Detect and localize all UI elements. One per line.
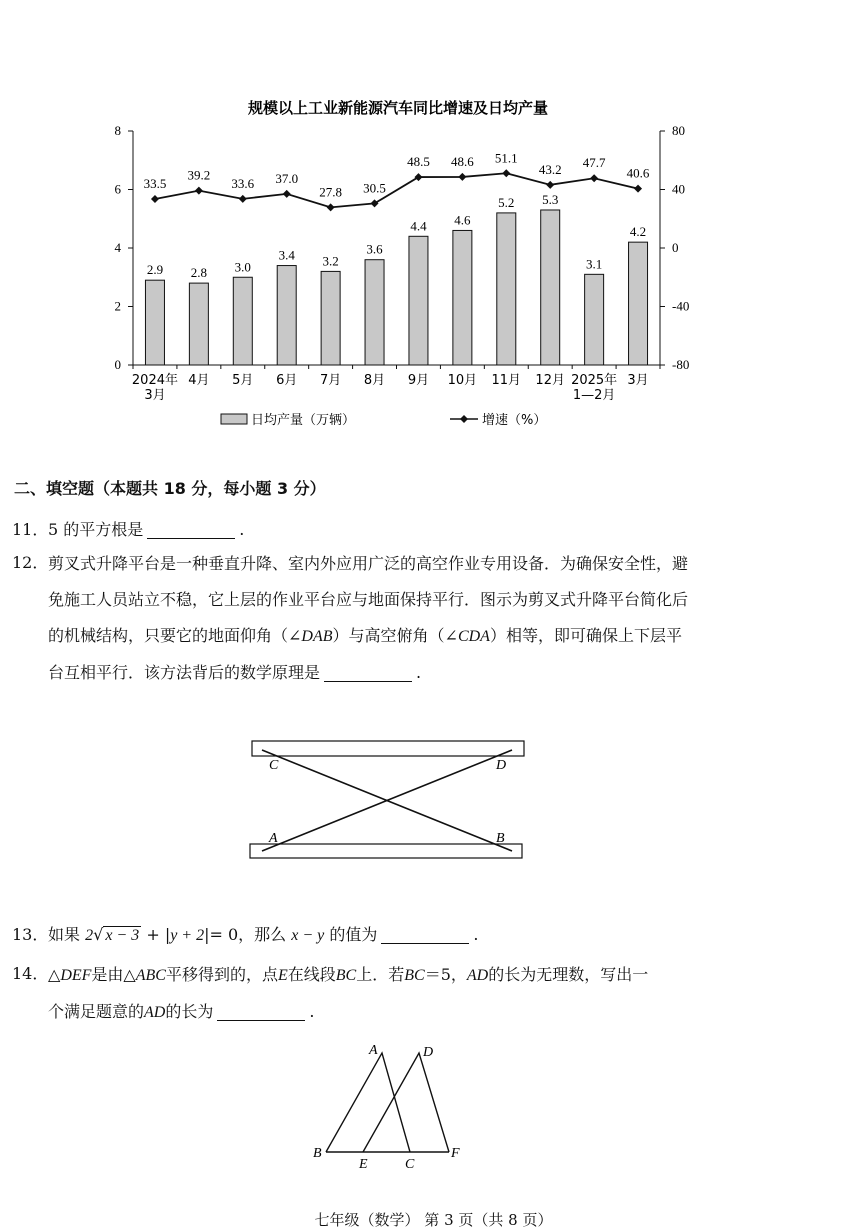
- left-tick-label: 8: [114, 123, 121, 138]
- q11-text: 5 的平方根是: [48, 520, 144, 539]
- bar-value-label: 3.0: [234, 259, 251, 275]
- q13-period: .: [473, 925, 479, 944]
- bar-value-label: 4.4: [410, 218, 427, 234]
- label-b: B: [496, 831, 505, 846]
- chart-bars: [145, 192, 647, 365]
- q13-plus: +: [146, 925, 160, 944]
- x-tick-label: 12月: [535, 373, 565, 388]
- line-value-label: 48.6: [451, 153, 474, 169]
- line-point: [546, 181, 554, 189]
- bar: [321, 271, 340, 365]
- x-tick-label: 2024年: [131, 373, 179, 388]
- x-tick-label: 2025年: [571, 373, 618, 388]
- line-point: [151, 195, 159, 203]
- bar-value-label: 3.2: [322, 253, 339, 269]
- bar: [365, 260, 384, 365]
- bar-value-label: 4.2: [629, 224, 647, 240]
- bar-value-label: 4.6: [454, 212, 471, 228]
- line-value-label: 30.5: [363, 180, 386, 196]
- x-tick-label: 3月: [144, 388, 166, 403]
- line-point: [590, 174, 598, 182]
- chart-legend: [221, 412, 546, 428]
- line-point: [195, 187, 203, 195]
- line-point: [371, 199, 379, 207]
- bar: [629, 242, 648, 365]
- abs-bar-right: |: [204, 925, 210, 944]
- bar: [541, 210, 560, 365]
- right-tick-label: -40: [672, 298, 690, 314]
- bar-value-label: 5.3: [542, 191, 559, 207]
- scissor-lift-figure: [240, 735, 540, 865]
- left-tick-label: 4: [114, 240, 121, 255]
- q13-expr: x − y: [291, 927, 325, 944]
- question-11: [0, 513, 867, 547]
- chart-title: 规模以上工业新能源汽车同比增速及日均产量: [247, 99, 549, 117]
- line-point: [414, 173, 422, 181]
- bar: [277, 266, 296, 365]
- q12-period: .: [416, 663, 422, 682]
- bar-value-label: 3.6: [366, 241, 383, 257]
- triangle-abc-shape: [326, 1053, 410, 1152]
- question-14: [0, 957, 867, 1029]
- label-a: A: [269, 831, 278, 846]
- line-value-label: 39.2: [187, 167, 211, 183]
- q12-number: 12．: [12, 553, 49, 572]
- label-e: E: [359, 1157, 368, 1170]
- bar: [189, 283, 208, 365]
- q11-answer-blank[interactable]: [147, 520, 235, 539]
- section-title: 二、填空题（本题共 18 分，每小题 3 分）: [14, 479, 326, 498]
- x-tick-label: 4月: [188, 373, 210, 388]
- segment-bc-2: BC: [404, 967, 425, 984]
- abs-bar-left: |: [164, 925, 171, 944]
- line-point: [239, 195, 247, 203]
- page-footer: 七年级（数学） 第 3 页（共 8 页）: [314, 1211, 553, 1229]
- chart-line: [144, 150, 650, 211]
- legend-bar-swatch: [221, 414, 247, 424]
- q12-answer-blank[interactable]: [324, 663, 412, 682]
- x-tick-label: 9月: [407, 373, 430, 388]
- line-value-label: 43.2: [538, 161, 562, 177]
- bar-value-label: 2.8: [190, 265, 207, 281]
- label-d: D: [496, 758, 507, 773]
- bar: [233, 277, 252, 365]
- right-tick-label: 40: [672, 181, 685, 197]
- triangles-figure: [305, 1040, 475, 1170]
- question-13: [0, 918, 867, 952]
- point-e: E: [277, 967, 288, 984]
- q13-radicand: x − 3: [105, 927, 140, 944]
- q14-t6: ＝5，: [424, 965, 467, 984]
- right-tick-label: 80: [672, 123, 685, 138]
- bar: [585, 274, 604, 365]
- line-value-label: 47.7: [582, 155, 606, 171]
- line-point: [502, 169, 510, 177]
- sqrt-sign: √: [93, 925, 104, 944]
- line-value-label: 27.8: [319, 184, 342, 200]
- q13-coefficient: 2: [85, 927, 94, 944]
- x-tick-label: 1—2月: [572, 388, 616, 403]
- upper-platform: [252, 741, 524, 756]
- line-value-label: 37.0: [275, 170, 299, 186]
- bar: [409, 236, 428, 365]
- q14-t8: 个满足题意的: [48, 1002, 145, 1021]
- label-c: C: [269, 758, 279, 773]
- q12-line-2: 免施工人员站立不稳，它上层的作业平台应与地面保持平行．图示为剪叉式升降平台简化后: [48, 590, 689, 609]
- q13-number: 13．: [12, 925, 49, 944]
- bar-value-label: 3.4: [278, 247, 295, 263]
- q11-number: 11．: [12, 520, 49, 539]
- q14-t2: 是由△: [91, 965, 136, 984]
- line-value-label: 33.6: [231, 175, 255, 191]
- q14-t3: 平移得到的，点: [165, 965, 278, 984]
- triangle-def: DEF: [60, 967, 92, 984]
- line-value-label: 33.5: [143, 176, 167, 192]
- bar-value-label: 2.9: [146, 262, 164, 278]
- q12-line-3c: ）相等，即可确保上下层平: [489, 626, 682, 645]
- lower-platform: [250, 844, 522, 858]
- q14-t5: 上．若: [356, 965, 405, 984]
- label-b-2: B: [313, 1146, 322, 1161]
- q12-line-1: 剪叉式升降平台是一种垂直升降、室内外应用广泛的高空作业专用设备．为确保安全性，避: [48, 554, 689, 573]
- line-value-label: 51.1: [494, 150, 518, 166]
- x-tick-label: 6月: [276, 373, 298, 388]
- q14-t1: △: [48, 965, 61, 984]
- segment-ad: AD: [466, 967, 489, 984]
- label-f: F: [451, 1146, 460, 1161]
- label-a-2: A: [369, 1043, 378, 1058]
- label-d-2: D: [423, 1045, 434, 1060]
- segment-bc: BC: [335, 967, 357, 984]
- q13-text-pre: 如果: [48, 925, 81, 944]
- q12-line-4: 台互相平行．该方法背后的数学原理是: [48, 663, 321, 682]
- q14-answer-blank[interactable]: [217, 1002, 305, 1021]
- bar: [497, 213, 516, 365]
- q13-text-post: 的值为: [329, 925, 378, 944]
- triangle-abc: ABC: [135, 967, 166, 984]
- legend-line-label: 增速（%）: [482, 413, 547, 428]
- label-c-2: C: [405, 1157, 415, 1170]
- line-value-label: 40.6: [626, 165, 650, 181]
- chart: [0, 0, 867, 440]
- line-value-label: 48.5: [407, 154, 430, 170]
- right-tick-label: -80: [672, 357, 690, 372]
- x-tick-label: 11月: [491, 373, 522, 388]
- bar: [453, 230, 472, 365]
- bar-value-label: 5.2: [498, 194, 515, 210]
- question-12: [0, 546, 867, 686]
- left-tick-label: 6: [114, 181, 121, 197]
- x-tick-label: 3月: [627, 373, 649, 388]
- left-tick-label: 2: [114, 298, 121, 314]
- x-tick-label: 8月: [363, 373, 386, 388]
- q14-t9: 的长为: [165, 1002, 214, 1021]
- bar: [145, 280, 164, 365]
- q13-text-eq: = 0，那么: [209, 925, 287, 944]
- x-tick-label: 7月: [319, 373, 342, 388]
- angle-cda: ∠CDA: [444, 628, 490, 645]
- legend-line-marker: [460, 415, 468, 423]
- line-point: [327, 203, 335, 211]
- q13-answer-blank[interactable]: [381, 925, 469, 944]
- line-point: [458, 173, 466, 181]
- q12-line-3a: 的机械结构，只要它的地面仰角（: [48, 626, 289, 645]
- q14-number: 14．: [12, 964, 49, 983]
- growth-line: [155, 170, 638, 207]
- q14-period: .: [309, 1002, 315, 1021]
- x-tick-label: 10月: [447, 373, 478, 388]
- q14-t7: 的长为无理数，写出一: [488, 965, 649, 984]
- line-point: [283, 190, 291, 198]
- x-tick-label: 5月: [232, 373, 254, 388]
- q14-t4: 在线段: [287, 965, 336, 984]
- legend-bar-label: 日均产量（万辆）: [251, 413, 356, 428]
- right-tick-label: 0: [672, 240, 679, 255]
- bar-value-label: 3.1: [586, 256, 603, 272]
- angle-dab: ∠DAB: [288, 628, 333, 645]
- q13-abs-expr: y + 2: [170, 927, 205, 944]
- q12-line-3b: ）与高空俯角（: [332, 626, 445, 645]
- q11-period: .: [239, 520, 245, 539]
- segment-ad-2: AD: [144, 1004, 166, 1021]
- left-tick-label: 0: [114, 357, 121, 372]
- line-point: [634, 185, 642, 193]
